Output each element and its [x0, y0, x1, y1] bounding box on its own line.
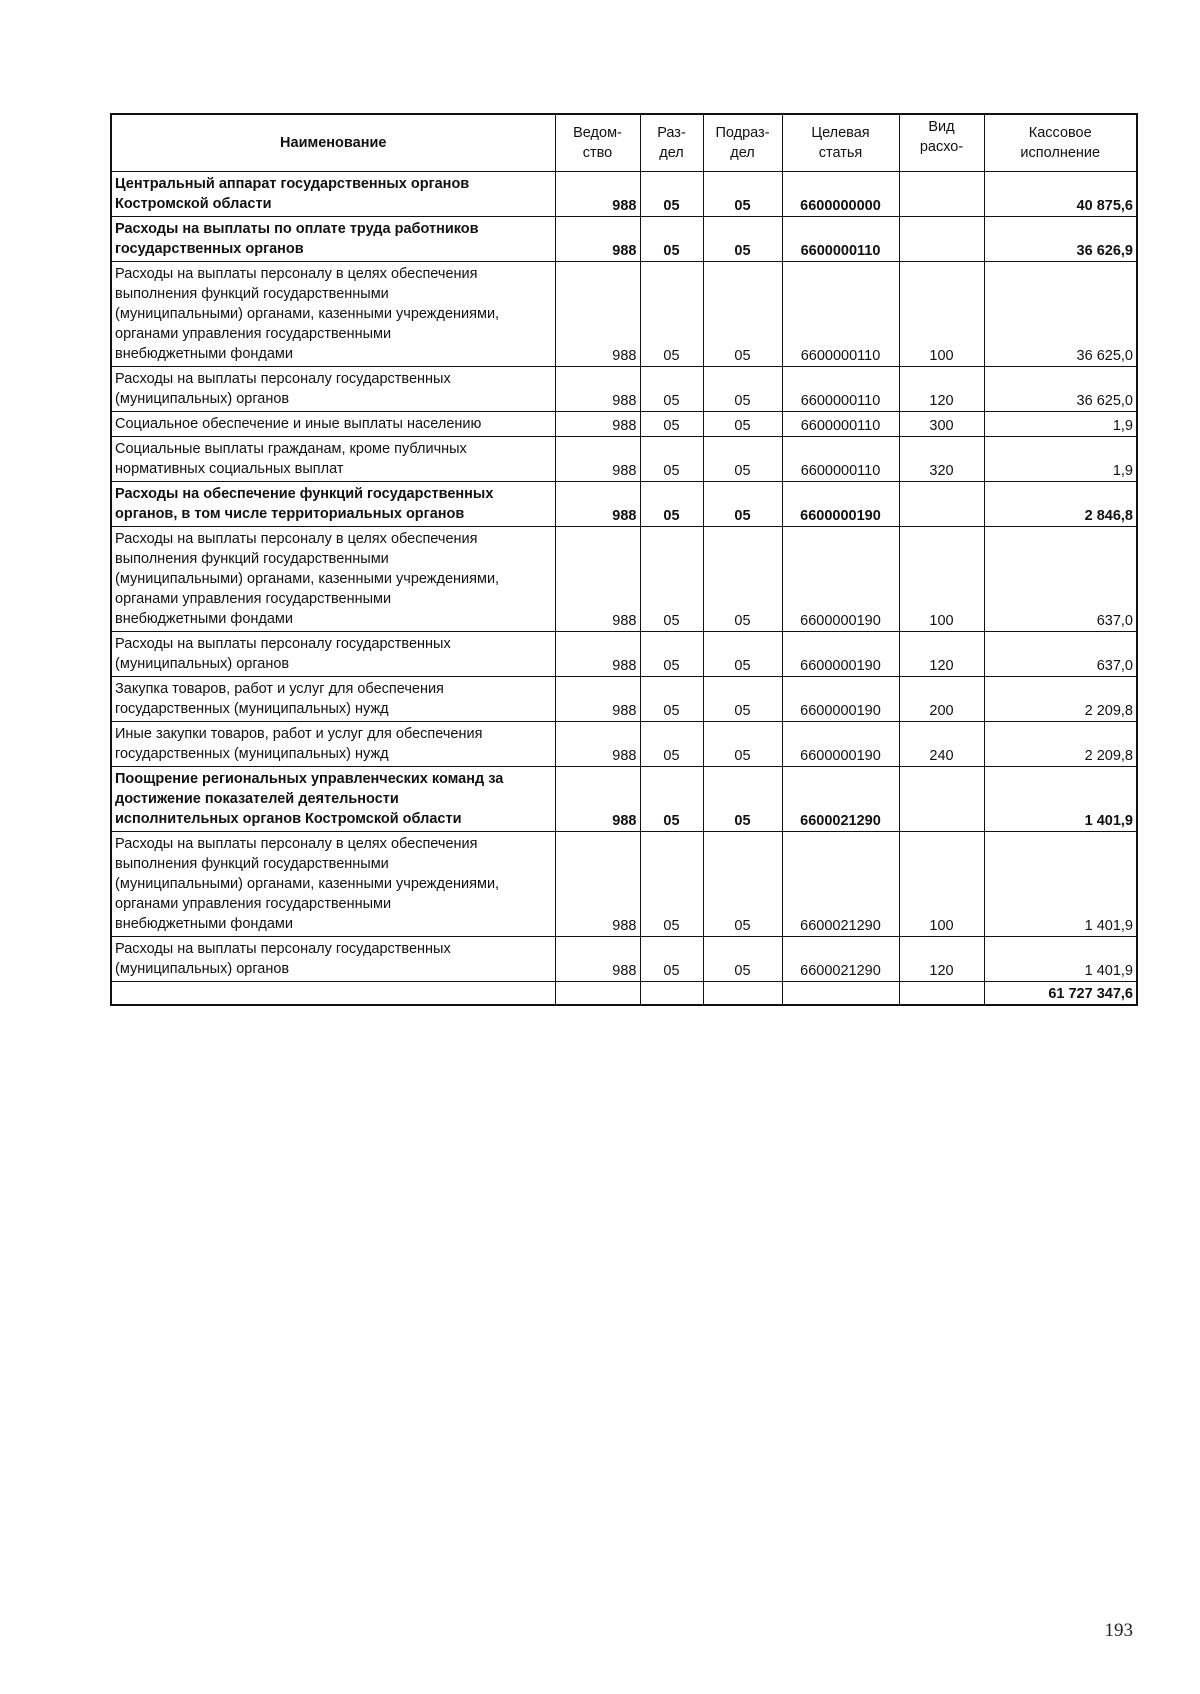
total-empty-cell [555, 982, 640, 1006]
row-execution: 1,9 [984, 437, 1137, 482]
row-target: 6600000110 [782, 217, 899, 262]
row-subsection: 05 [703, 437, 782, 482]
row-subsection: 05 [703, 832, 782, 937]
row-section: 05 [640, 262, 703, 367]
table-body [111, 172, 1137, 982]
row-name: Иные закупки товаров, работ и услуг для обеспечения государственных (муниципальных) нужд [111, 722, 555, 767]
table-row [111, 217, 1137, 262]
header-subsection: Подраз- дел [703, 114, 782, 172]
row-subsection: 05 [703, 937, 782, 982]
table-row [111, 677, 1137, 722]
row-execution: 1 401,9 [984, 937, 1137, 982]
table-header-row [111, 114, 1137, 172]
row-dept: 988 [555, 172, 640, 217]
row-kind: 100 [899, 527, 984, 632]
row-dept: 988 [555, 632, 640, 677]
row-kind: 120 [899, 367, 984, 412]
total-row [111, 982, 1137, 1006]
table-row [111, 527, 1137, 632]
row-section: 05 [640, 677, 703, 722]
row-execution: 2 209,8 [984, 722, 1137, 767]
row-subsection: 05 [703, 527, 782, 632]
row-name: Расходы на обеспечение функций государственных органов, в том числе территориальных органов [111, 482, 555, 527]
row-section: 05 [640, 367, 703, 412]
row-section: 05 [640, 722, 703, 767]
row-name: Поощрение региональных управленческих команд за достижение показателей деятельности исполнительных органов Костромской области [111, 767, 555, 832]
table-row [111, 632, 1137, 677]
row-section: 05 [640, 767, 703, 832]
row-dept: 988 [555, 412, 640, 437]
row-name: Расходы на выплаты персоналу в целях обеспечения выполнения функций государственными (муниципальными) органами, казенными учреждениями, органами управления государственными внебюджетными фондами [111, 527, 555, 632]
table-row [111, 722, 1137, 767]
header-target: Целевая статья [782, 114, 899, 172]
row-name: Центральный аппарат государственных органов Костромской области [111, 172, 555, 217]
row-name: Расходы на выплаты персоналу государственных (муниципальных) органов [111, 937, 555, 982]
row-section: 05 [640, 482, 703, 527]
row-dept: 988 [555, 262, 640, 367]
row-section: 05 [640, 632, 703, 677]
row-section: 05 [640, 937, 703, 982]
table-row [111, 262, 1137, 367]
row-target: 6600000190 [782, 482, 899, 527]
row-section: 05 [640, 832, 703, 937]
row-dept: 988 [555, 217, 640, 262]
row-kind: 300 [899, 412, 984, 437]
total-empty-cell [703, 982, 782, 1006]
table-row [111, 937, 1137, 982]
total-empty-cell [899, 982, 984, 1006]
row-kind: 120 [899, 937, 984, 982]
row-dept: 988 [555, 527, 640, 632]
row-kind [899, 217, 984, 262]
table-row [111, 367, 1137, 412]
row-target: 6600000190 [782, 527, 899, 632]
row-kind [899, 172, 984, 217]
row-target: 6600021290 [782, 767, 899, 832]
row-name: Расходы на выплаты персоналу в целях обеспечения выполнения функций государственными (муниципальными) органами, казенными учреждениями, органами управления государственными внебюджетными фондами [111, 832, 555, 937]
row-execution: 36 626,9 [984, 217, 1137, 262]
row-execution: 2 846,8 [984, 482, 1137, 527]
row-target: 6600000110 [782, 437, 899, 482]
header-section: Раз- дел [640, 114, 703, 172]
row-dept: 988 [555, 937, 640, 982]
row-execution: 1,9 [984, 412, 1137, 437]
row-name: Расходы на выплаты персоналу государственных (муниципальных) органов [111, 632, 555, 677]
row-execution: 2 209,8 [984, 677, 1137, 722]
row-section: 05 [640, 217, 703, 262]
row-kind [899, 482, 984, 527]
row-section: 05 [640, 527, 703, 632]
row-subsection: 05 [703, 767, 782, 832]
table-row [111, 767, 1137, 832]
row-subsection: 05 [703, 722, 782, 767]
table-row [111, 412, 1137, 437]
row-name: Закупка товаров, работ и услуг для обеспечения государственных (муниципальных) нужд [111, 677, 555, 722]
row-kind [899, 767, 984, 832]
total-empty-cell [640, 982, 703, 1006]
row-subsection: 05 [703, 367, 782, 412]
row-kind: 100 [899, 262, 984, 367]
table-row [111, 172, 1137, 217]
row-target: 6600000190 [782, 677, 899, 722]
row-dept: 988 [555, 367, 640, 412]
row-name: Социальное обеспечение и иные выплаты населению [111, 412, 555, 437]
row-subsection: 05 [703, 412, 782, 437]
header-dept: Ведом- ство [555, 114, 640, 172]
row-target: 6600000190 [782, 722, 899, 767]
row-name: Расходы на выплаты персоналу государственных (муниципальных) органов [111, 367, 555, 412]
row-target: 6600000000 [782, 172, 899, 217]
row-execution: 1 401,9 [984, 767, 1137, 832]
row-kind: 100 [899, 832, 984, 937]
row-subsection: 05 [703, 482, 782, 527]
table-row [111, 832, 1137, 937]
row-subsection: 05 [703, 217, 782, 262]
row-subsection: 05 [703, 262, 782, 367]
row-dept: 988 [555, 482, 640, 527]
row-dept: 988 [555, 437, 640, 482]
table-row [111, 482, 1137, 527]
row-dept: 988 [555, 767, 640, 832]
header-kind: Вид расхо- [899, 114, 984, 172]
row-kind: 240 [899, 722, 984, 767]
total-empty-cell [782, 982, 899, 1006]
row-subsection: 05 [703, 632, 782, 677]
row-execution: 36 625,0 [984, 262, 1137, 367]
header-name: Наименование [111, 114, 555, 172]
row-execution: 1 401,9 [984, 832, 1137, 937]
row-execution: 36 625,0 [984, 367, 1137, 412]
row-target: 6600000190 [782, 632, 899, 677]
row-subsection: 05 [703, 172, 782, 217]
row-kind: 120 [899, 632, 984, 677]
page-number: 193 [1104, 1620, 1133, 1641]
row-dept: 988 [555, 677, 640, 722]
row-execution: 637,0 [984, 527, 1137, 632]
row-execution: 40 875,6 [984, 172, 1137, 217]
row-target: 6600000110 [782, 367, 899, 412]
row-dept: 988 [555, 832, 640, 937]
table-row [111, 437, 1137, 482]
row-target: 6600021290 [782, 937, 899, 982]
row-section: 05 [640, 437, 703, 482]
row-kind: 320 [899, 437, 984, 482]
row-target: 6600021290 [782, 832, 899, 937]
row-dept: 988 [555, 722, 640, 767]
budget-execution-table [110, 113, 1138, 1006]
row-name: Расходы на выплаты по оплате труда работников государственных органов [111, 217, 555, 262]
row-target: 6600000110 [782, 262, 899, 367]
total-name-cell [111, 982, 555, 1006]
header-execution: Кассовое исполнение [984, 114, 1137, 172]
row-kind: 200 [899, 677, 984, 722]
row-execution: 637,0 [984, 632, 1137, 677]
row-target: 6600000110 [782, 412, 899, 437]
row-subsection: 05 [703, 677, 782, 722]
row-section: 05 [640, 412, 703, 437]
row-name: Социальные выплаты гражданам, кроме публичных нормативных социальных выплат [111, 437, 555, 482]
row-name: Расходы на выплаты персоналу в целях обеспечения выполнения функций государственными (муниципальными) органами, казенными учреждениями, органами управления государственными внебюджетными фондами [111, 262, 555, 367]
row-section: 05 [640, 172, 703, 217]
total-value: 61 727 347,6 [984, 982, 1137, 1006]
